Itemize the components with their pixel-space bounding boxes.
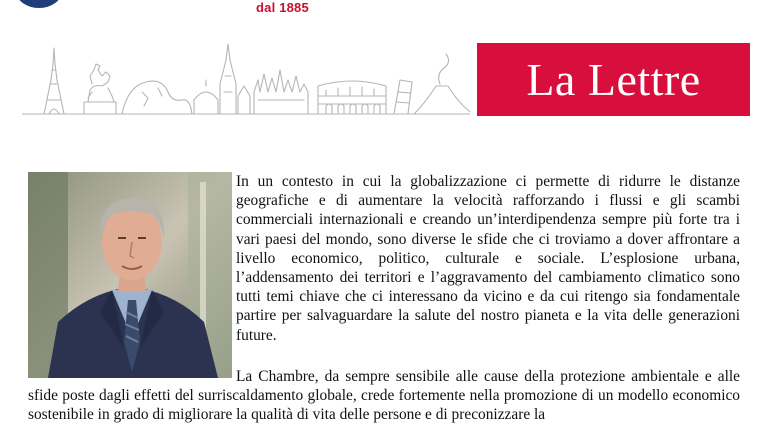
newsletter-title: La Lettre — [526, 53, 701, 105]
portrait-photo — [28, 172, 232, 378]
chamber-logo — [16, 0, 62, 8]
city-skyline-illustration — [22, 40, 470, 120]
article-paragraph-2: La Chambre, da sempre sensibile alle cause della protezione ambientale e alle sfide poste dagli effetti del surriscaldamento globale, crede fortemente nella promozione di un modello economico sostenibile in grado di migliorare la qualità di vita delle persone e di preconizzare la — [28, 368, 740, 424]
newsletter-banner — [477, 43, 750, 116]
since-label: dal 1885 — [256, 0, 309, 15]
article-paragraph-1: In un contesto in cui la globalizzazione ci permette di ridurre le distanze geografiche e di aumentare la velocità rafforzando i flussi e gli scambi commerciali internazionali e creando un’interdipendenza sempre più forte tra i vari paesi del mondo, sono diverse le sfide che ci troviamo a dover affrontare a livello economico, politico, culturale e sociale. L’esplosione urbana, l’addensamento dei territori e l’aggravamento del cambiamento climatico sono tutti temi chiave che ci interessano da vicino e da cui ritengo sia fondamentale partire per salvaguardare la salute del nostro pianeta e la vita delle generazioni future. — [236, 173, 740, 344]
